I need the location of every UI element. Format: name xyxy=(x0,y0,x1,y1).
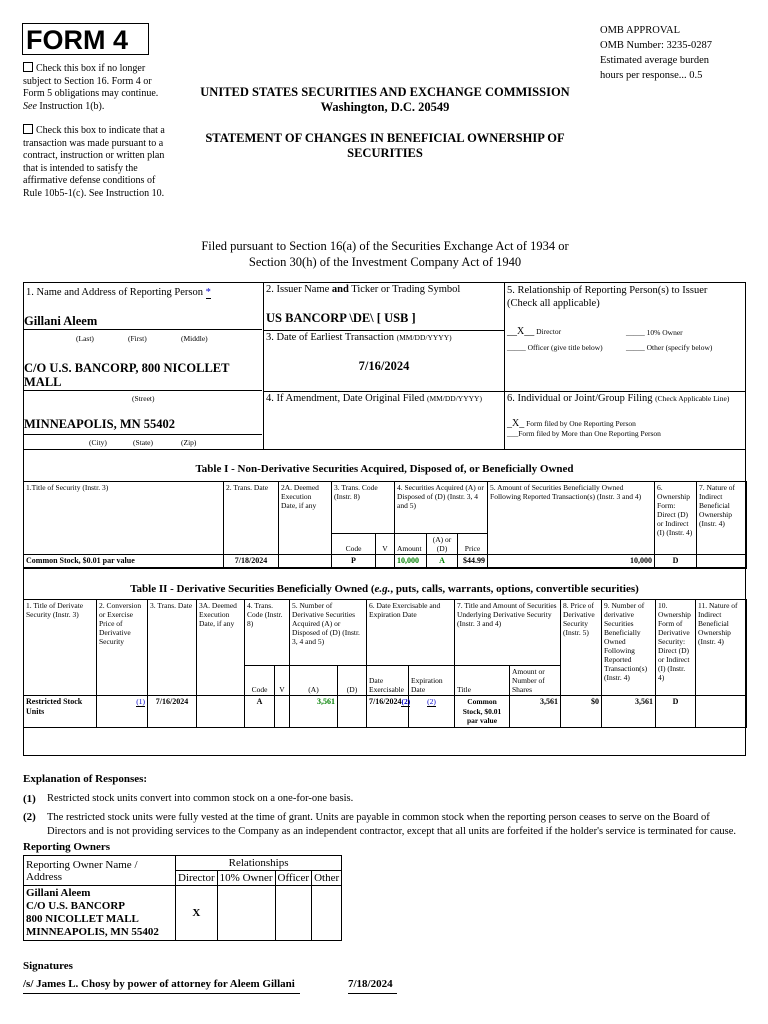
checkbox-section16: Check this box if no longer subject to Section 16. Form 4 or Form 5 obligations may continue. See Instruction 1(b). xyxy=(23,63,159,112)
box2-label: 2. Issuer Name and Ticker or Trading Symbol xyxy=(266,284,461,295)
state-label: (State) xyxy=(133,438,153,447)
last-label: (Last) xyxy=(76,334,94,343)
t2-col-price: 8. Price of Derivative Security (Instr. 5) xyxy=(561,600,602,696)
reporting-owners-title: Reporting Owners xyxy=(23,841,111,853)
footnote-2-number: (2) xyxy=(23,811,36,823)
ten-percent-owner-option[interactable]: _____ 10% Owner xyxy=(626,328,683,337)
multi-person-option[interactable]: ___Form filed by More than One Reporting Person xyxy=(507,429,661,438)
footnote-1-text: Restricted stock units convert into common stock on a one-for-one basis. xyxy=(47,793,354,804)
table2-title: Table II - Derivative Securities Beneficially Owned (e.g., puts, calls, warrants, options, convertible securities) xyxy=(130,583,639,595)
box1-label: 1. Name and Address of Reporting Person * xyxy=(26,287,211,298)
footnote-1-number: (1) xyxy=(23,793,36,805)
city-label: (City) xyxy=(89,438,107,447)
signatures-title: Signatures xyxy=(23,960,73,972)
street-label: (Street) xyxy=(132,394,155,403)
t1-col-title: 1.Title of Security (Instr. 3) xyxy=(24,482,224,555)
table-row: Gillani Aleem C/O U.S. BANCORP 800 NICOLLET MALL MINNEAPOLIS, MN 55402 X xyxy=(24,886,342,941)
one-person-option[interactable]: _X_ Form filed by One Reporting Person xyxy=(507,418,636,429)
t2-col-date: 3. Trans. Date xyxy=(148,600,197,696)
table1: 1.Title of Security (Instr. 3) 2. Trans. Date 2A. Deemed Execution Date, if any 3. Trans. Code (Instr. 8) 4. Securities Acquired (A) or Disposed of (D) (Instr. 3, 4 and 5) 5. Amount of Securities Beneficially Owned Following Reported Transaction(s) (Instr. 3 and 4) 6. Ownership Form: Direct (D) or Indirect (I) (Instr. 4) 7. Nature of Indirect Beneficial Ownership (Instr. 4) Code V Amount (A) or (D) Price Common Stock, $0.01 par value 7/18/2024 P 10,000 A $44.99 10,000 D xyxy=(23,481,747,569)
t2-col-underlying: 7. Title and Amount of Securities Underlying Derivative Security (Instr. 3 and 4) xyxy=(455,600,561,666)
explanation-title: Explanation of Responses: xyxy=(23,773,148,785)
t1-col-date: 2. Trans. Date xyxy=(224,482,279,555)
t2-col-exercisable: 6. Date Exercisable and Expiration Date xyxy=(367,600,455,666)
table1-container xyxy=(23,450,746,568)
t1-col-owned: 5. Amount of Securities Beneficially Owned Following Reported Transaction(s) (Instr. 3 and 4) xyxy=(488,482,655,555)
t1-col-acquired: 4. Securities Acquired (A) or Disposed of (D) (Instr. 3, 4 and 5) xyxy=(395,482,488,534)
section16-checkbox[interactable] xyxy=(23,62,33,72)
table2-container xyxy=(23,568,746,756)
statement-title: STATEMENT OF CHANGES IN BENEFICIAL OWNERSHIP OF SECURITIES xyxy=(205,131,565,160)
footnote-2-link[interactable]: (2) xyxy=(401,697,411,706)
footnote-2-link-exp[interactable]: (2) xyxy=(427,697,436,706)
box6-label: 6. Individual or Joint/Group Filing (Check Applicable Line) xyxy=(507,393,730,404)
checkbox-10b5: Check this box to indicate that a transaction was made pursuant to a contract, instruction or written plan that is intended to satisfy the affirmative defense conditions of Rule 10b5-1(c). See Instruction 10. xyxy=(23,125,165,199)
t1-col-code: 3. Trans. Code (Instr. 8) xyxy=(332,482,395,534)
box5-label: 5. Relationship of Reporting Person(s) to Issuer (Check all applicable) xyxy=(507,285,708,309)
t1-col-nature: 7. Nature of Indirect Beneficial Ownership (Instr. 4) xyxy=(697,482,747,555)
t2-col-deemed: 3A. Deemed Execution Date, if any xyxy=(197,600,245,696)
signature-date: 7/18/2024 xyxy=(348,978,397,994)
t2-col-nature: 11. Nature of Indirect Beneficial Ownership (Instr. 4) xyxy=(696,600,747,696)
first-label: (First) xyxy=(128,334,147,343)
t2-col-number: 5. Number of Derivative Securities Acquired (A) or Disposed of (D) (Instr. 3, 4 and 5) xyxy=(290,600,367,666)
other-option[interactable]: _____ Other (specify below) xyxy=(626,343,713,352)
reporting-info-grid xyxy=(23,282,746,450)
reporting-person-name: Gillani Aleem xyxy=(24,314,98,328)
rule10b5-checkbox[interactable] xyxy=(23,124,33,134)
table1-title: Table I - Non-Derivative Securities Acquired, Disposed of, or Beneficially Owned xyxy=(195,463,574,475)
box4-label: 4. If Amendment, Date Original Filed (MM/DD/YYYY) xyxy=(266,393,482,404)
street-address: C/O U.S. BANCORP, 800 NICOLLET MALL xyxy=(24,361,230,389)
t2-col-form: 10. Ownership Form of Derivative Security: Direct (D) or Indirect (I) (Instr. 4) xyxy=(656,600,696,696)
table-row: Common Stock, $0.01 par value 7/18/2024 P 10,000 A $44.99 10,000 D xyxy=(24,555,747,569)
officer-option[interactable]: _____ Officer (give title below) xyxy=(507,343,603,352)
zip-label: (Zip) xyxy=(181,438,197,447)
issuer-name: US BANCORP \DE\ [ USB ] xyxy=(266,311,416,325)
t1-col-deemed: 2A. Deemed Execution Date, if any xyxy=(279,482,332,555)
omb-approval: OMB APPROVAL OMB Number: 3235-0287 Estimated average burden hours per response... 0.5 xyxy=(600,25,712,81)
city-state-zip: MINNEAPOLIS, MN 55402 xyxy=(24,417,176,431)
footnote-1-link[interactable]: (1) xyxy=(136,697,145,706)
t1-col-form: 6. Ownership Form: Direct (D) or Indirect (I) (Instr. 4) xyxy=(655,482,697,555)
middle-label: (Middle) xyxy=(181,334,208,343)
t2-col-conversion: 2. Conversion or Exercise Price of Derivative Security xyxy=(97,600,148,696)
table2: 1. Title of Derivate Security (Instr. 3) 2. Conversion or Exercise Price of Derivative Security 3. Trans. Date 3A. Deemed Execution Date, if any 4. Trans. Code (Instr. 8) 5. Number of Derivative Securities Acquired (A) or Disposed of (D) (Instr. 3, 4 and 5) 6. Date Exercisable and Expiration Date 7. Title and Amount of Securities Underlying Derivative Security (Instr. 3 and 4) 8. Price of Derivative Security (Instr. 5) 9. Number of derivative Securities Beneficially Owned Following Reported Transaction(s) (Instr. 4) 10. Ownership Form of Derivative Security: Direct (D) or Indirect (I) (Instr. 4) 11. Nature of Indirect Beneficial Ownership (Instr. 4) Code V (A) (D) Date Exercisable Expiration Date Title Amount or Number of Shares Restricted Stock Units (1) 7/16/2024 A 3,561 7/16/2024(2) (2) Common Stock, $0.01 par value 3,561 $0 3,561 D xyxy=(23,599,747,728)
agency-header: UNITED STATES SECURITIES AND EXCHANGE COMMISSION Washington, D.C. 20549 xyxy=(200,85,570,114)
reporting-owners-table: Reporting Owner Name / Address Relationships Director 10% Owner Officer Other Gillani Aleem C/O U.S. BANCORP 800 NICOLLET MALL MINNEAPOLIS, MN 55402 X xyxy=(23,855,342,941)
form-title: FORM 4 xyxy=(22,23,149,55)
director-option[interactable]: __X__ Director xyxy=(507,326,562,337)
footnote-link[interactable]: * xyxy=(205,287,211,298)
t2-col-owned: 9. Number of derivative Securities Beneficially Owned Following Reported Transaction(s) (Instr. 4) xyxy=(602,600,656,696)
t2-col-code: 4. Trans. Code (Instr. 8) xyxy=(245,600,290,666)
signature-line: /s/ James L. Chosy by power of attorney for Aleem Gillani xyxy=(23,978,300,994)
box3-label: 3. Date of Earliest Transaction (MM/DD/YYYY) xyxy=(266,332,452,343)
table-row: Restricted Stock Units (1) 7/16/2024 A 3,561 7/16/2024(2) (2) Common Stock, $0.01 par value 3,561 $0 3,561 D xyxy=(24,696,747,728)
t2-col-title: 1. Title of Derivate Security (Instr. 3) xyxy=(24,600,97,696)
earliest-transaction-date: 7/16/2024 xyxy=(358,359,410,373)
filed-pursuant: Filed pursuant to Section 16(a) of the Securities Exchange Act of 1934 or Section 30(h) of the Investment Company Act of 1940 xyxy=(201,239,569,269)
footnote-2-text: The restricted stock units were fully vested at the time of grant. Units are payable in common stock when the reporting person ceases to serve on the Board of Directors and is not providing services to the Company as an independent contractor, except that all units are forfeited if the holder's service is terminated for cause. xyxy=(47,812,736,837)
